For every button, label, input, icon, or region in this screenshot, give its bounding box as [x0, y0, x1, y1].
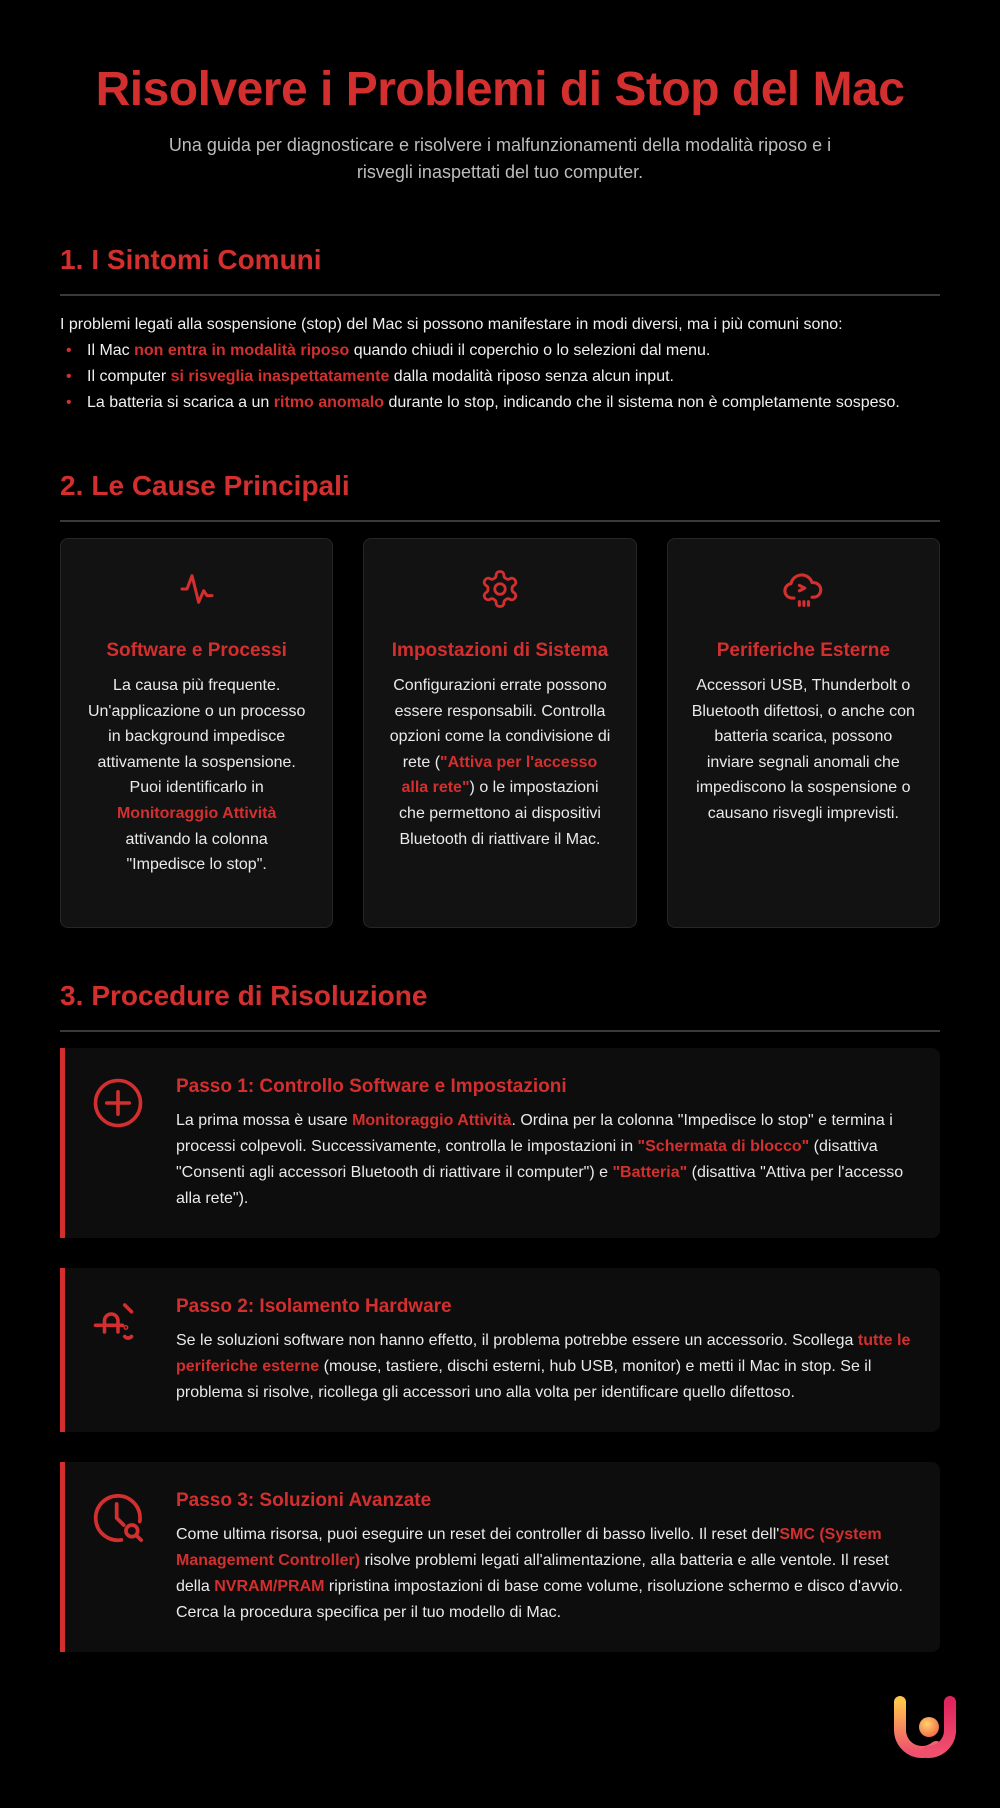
clock-search-icon	[91, 1488, 146, 1626]
section-title: Procedure di Risoluzione	[91, 980, 428, 1011]
symptoms-intro: I problemi legati alla sospensione (stop) del Mac si possono manifestare in modi diversi, ma i più comuni sono:	[60, 316, 843, 333]
card-text: Accessori USB, Thunderbolt o Bluetooth difettosi, o anche con batteria scarica, possono inviare segnali anomali che impediscono la sospensione o causano risvegli imprevisti.	[691, 677, 915, 822]
highlight: "Schermata di blocco"	[637, 1138, 810, 1155]
highlight: non entra in modalità riposo	[134, 342, 350, 359]
divider	[60, 520, 940, 522]
divider	[60, 1030, 940, 1032]
section-procedures	[60, 980, 940, 1652]
highlight: "Attiva per l'accesso alla rete"	[401, 753, 598, 797]
section-number: 2.	[60, 470, 84, 501]
page-subtitle: Una guida per diagnosticare e risolvere i malfunzionamenti della modalità riposo e i risvegli inaspettati del tuo computer.	[168, 135, 832, 182]
bullet-icon: •	[66, 394, 72, 411]
section-title: I Sintomi Comuni	[91, 244, 322, 275]
step-title: Passo 1: Controllo Software e Impostazioni	[176, 1076, 567, 1097]
step-content	[176, 1488, 916, 1626]
step-card-3	[60, 1462, 940, 1652]
page-title: Risolvere i Problemi di Stop del Mac	[95, 63, 905, 116]
card-title: Periferiche Esterne	[716, 640, 890, 661]
step-card-1	[60, 1048, 940, 1238]
step-content	[176, 1074, 916, 1212]
cause-cards	[60, 538, 940, 928]
step-text: La prima mossa è usare Monitoraggio Attività. Ordina per la colonna "Impedisce lo stop" e termina i processi colpevoli. Successivamente, controlla le impostazioni in "Schermata di blocco" (disattiva "Consenti agli accessori Bluetooth di riattivare il computer") e "Batteria" (disattiva "Attiva per l'accesso alla rete").	[176, 1112, 904, 1207]
card-title: Impostazioni di Sistema	[391, 640, 609, 661]
section-heading	[60, 470, 940, 502]
section-symptoms	[60, 244, 940, 416]
highlight: NVRAM/PRAM	[214, 1578, 325, 1595]
step-card-2	[60, 1268, 940, 1432]
highlight: tutte le periferiche esterne	[176, 1332, 911, 1375]
highlight: Monitoraggio Attività	[116, 804, 277, 822]
page-container	[60, 0, 940, 1652]
cause-card-settings	[363, 538, 636, 928]
bullet-icon: •	[66, 368, 72, 385]
highlight: ritmo anomalo	[273, 394, 384, 411]
section-heading	[60, 244, 940, 276]
card-title: Software e Processi	[106, 640, 287, 661]
hardware-isolation-icon	[91, 1294, 146, 1406]
cloud-terminal-icon	[692, 567, 915, 611]
step-content	[176, 1294, 916, 1406]
step-title: Passo 2: Isolamento Hardware	[176, 1296, 452, 1317]
step-title: Passo 3: Soluzioni Avanzate	[176, 1490, 432, 1511]
highlight: "Batteria"	[612, 1164, 688, 1181]
cause-card-software	[60, 538, 333, 928]
list-item: • Il Mac non entra in modalità riposo quando chiudi il coperchio o lo selezioni dal menu.	[60, 338, 940, 364]
activity-pulse-icon	[85, 567, 308, 611]
section-number: 1.	[60, 244, 84, 275]
card-text: Configurazioni errate possono essere responsabili. Controlla opzioni come la condivisione di rete ("Attiva per l'accesso alla rete") o le impostazioni che permettono ai dispositivi Bluetooth di riattivare il Mac.	[389, 677, 611, 848]
procedure-steps	[60, 1048, 940, 1652]
symptoms-list	[60, 338, 940, 416]
page-header	[60, 62, 940, 186]
highlight: Monitoraggio Attività	[352, 1112, 512, 1129]
brand-logo-icon	[890, 1694, 962, 1766]
section-number: 3.	[60, 980, 84, 1011]
list-item: • La batteria si scarica a un ritmo anomalo durante lo stop, indicando che il sistema non è completamente sospeso.	[60, 390, 940, 416]
highlight: SMC (System Management Controller)	[176, 1526, 882, 1569]
step-text: Come ultima risorsa, puoi eseguire un reset dei controller di basso livello. Il reset dell'SMC (System Management Controller) risolve problemi legati all'alimentazione, alla batteria e alle ventole. Il reset della NVRAM/PRAM ripristina impostazioni di base come volume, risoluzione schermo e disco d'avvio. Cerca la procedura specifica per il tuo modello di Mac.	[176, 1526, 903, 1621]
gear-icon	[388, 567, 611, 611]
section-causes	[60, 470, 940, 928]
list-item: • Il computer si risveglia inaspettatamente dalla modalità riposo senza alcun input.	[60, 364, 940, 390]
cause-card-peripherals	[667, 538, 940, 928]
divider	[60, 294, 940, 296]
section-title: Le Cause Principali	[91, 470, 350, 501]
plus-circle-icon	[91, 1074, 146, 1212]
section-heading	[60, 980, 940, 1012]
highlight: si risveglia inaspettatamente	[170, 368, 390, 385]
step-text: Se le soluzioni software non hanno effetto, il problema potrebbe essere un accessorio. Scollega tutte le periferiche esterne (mouse, tastiere, dischi esterni, hub USB, monitor) e metti il Mac in stop. Se il problema si risolve, ricollega gli accessori uno alla volta per identificare quello difettoso.	[176, 1332, 911, 1401]
bullet-icon: •	[66, 342, 72, 359]
card-text: La causa più frequente. Un'applicazione o un processo in background impedisce attivamente la sospensione. Puoi identificarlo in Monitoraggio Attività attivando la colonna "Impedisce lo stop".	[87, 677, 306, 874]
